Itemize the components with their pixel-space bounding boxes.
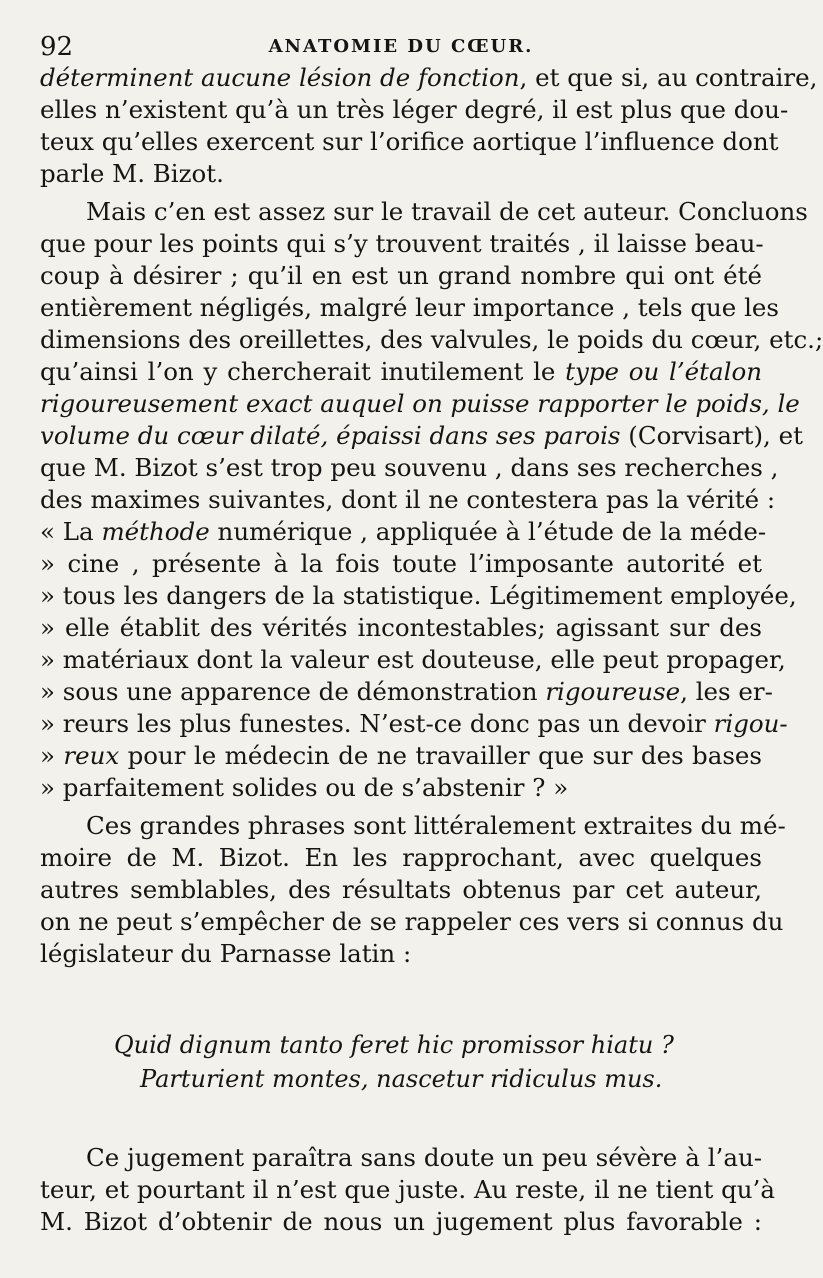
text-line [40,580,797,612]
text-line [40,708,788,740]
running-header [40,32,762,62]
text-line [40,420,803,452]
text-line [40,1174,775,1206]
text-run: Ces grandes phrases sont littéralement extraites du mé- [86,811,786,840]
text-run: » [40,741,64,770]
text-line [40,842,762,874]
text-line [40,548,762,580]
text-line [40,356,762,388]
text-run: numérique , appliquée à l’étude de la méde- [209,517,767,546]
text-run: (Corvisart), et [620,421,803,450]
text-run: des maximes suivantes, dont il ne contestera pas la vérité : [40,485,776,514]
text-run: autres semblables, des résultats obtenus par cet auteur, [40,875,762,904]
verse-line: Parturient montes, nascetur ridiculus mus. [140,1065,663,1093]
running-head-title: ANATOMIE DU CŒUR. [268,36,534,57]
text-run: on ne peut s’empêcher de se rappeler ces vers si connus du [40,907,784,936]
text-run: dimensions des oreillettes, des valvules, le poids du cœur, etc.; [40,325,823,354]
italic-run: rigoureuse [545,677,681,706]
italic-run: rigoureusement exact auquel on puisse rapporter le poids, le [40,389,800,418]
verse-line: Quid dignum tanto feret hic promissor hiatu ? [114,1031,674,1059]
text-line [40,1142,762,1174]
text-line [40,292,779,324]
text-line [40,324,823,356]
text-run: moire de M. Bizot. En les rapprochant, avec quelques [40,843,762,872]
text-line [40,260,762,292]
text-line [40,196,808,228]
italic-run: déterminent aucune lésion de fonction [40,63,520,92]
text-run: » elle établit des vérités incontestables; agissant sur des [40,613,762,642]
text-line [40,452,779,484]
text-run: que M. Bizot s’est trop peu souvenu , dans ses recherches , [40,453,779,482]
text-run: » cine , présente à la fois toute l’imposante autorité et [40,549,762,578]
text-line [40,228,762,260]
text-line [40,772,762,804]
text-line [40,874,762,906]
italic-run: volume du cœur dilaté, épaissi dans ses parois [40,421,621,450]
text-run: parle M. Bizot. [40,159,224,188]
text-run: coup à désirer ; qu’il en est un grand nombre qui ont été [40,261,762,290]
text-run: » matériaux dont la valeur est douteuse, elle peut propager, [40,645,786,674]
text-run: « La [40,517,102,546]
text-line [40,810,786,842]
italic-run: type ou l’étalon [565,357,762,386]
text-line [40,484,776,516]
text-line [40,676,773,708]
text-line [40,1206,762,1238]
text-line [40,388,800,420]
text-run: Mais c’en est assez sur le travail de cet auteur. Concluons [86,197,808,226]
text-run: , les er- [680,677,773,706]
text-line [40,906,784,938]
text-run: teux qu’elles exercent sur l’orifice aortique l’influence dont [40,127,779,156]
text-line [40,158,762,190]
text-line [40,62,818,94]
text-line [40,126,779,158]
body-text [40,62,823,970]
text-run: » tous les dangers de la statistique. Légitimement employée, [40,581,797,610]
page-number: 92 [40,32,74,62]
text-line [40,516,767,548]
text-run: » parfaitement solides ou de s’abstenir ? » [40,773,569,802]
text-run: législateur du Parnasse latin : [40,939,412,968]
text-line [40,644,786,676]
text-run: Ce jugement paraîtra sans doute un peu sévère à l’au- [86,1143,762,1172]
text-line [40,612,762,644]
text-run: » sous une apparence de démonstration [40,677,546,706]
text-run: entièrement négligés, malgré leur importance , tels que les [40,293,779,322]
text-run: elles n’existent qu’à un très léger degré, il est plus que dou- [40,95,789,124]
verse-quotation [40,1028,762,1096]
italic-run: rigou- [713,709,788,738]
text-run: » reurs les plus funestes. N’est-ce donc pas un devoir [40,709,714,738]
text-run: , et que si, au contraire, [519,63,818,92]
text-run: que pour les points qui s’y trouvent traités , il laisse beau- [40,229,764,258]
italic-run: méthode [101,517,210,546]
text-run: teur, et pourtant il n’est que juste. Au reste, il ne tient qu’à [40,1175,775,1204]
closing-paragraph [40,1142,775,1238]
text-line [40,938,762,970]
text-run: pour le médecin de ne travailler que sur des bases [119,741,762,770]
text-line [40,94,789,126]
italic-run: reux [63,741,120,770]
text-run: M. Bizot d’obtenir de nous un jugement plus favorable : [40,1207,762,1236]
text-run: qu’ainsi l’on y chercherait inutilement le [40,357,566,386]
text-line [40,740,762,772]
